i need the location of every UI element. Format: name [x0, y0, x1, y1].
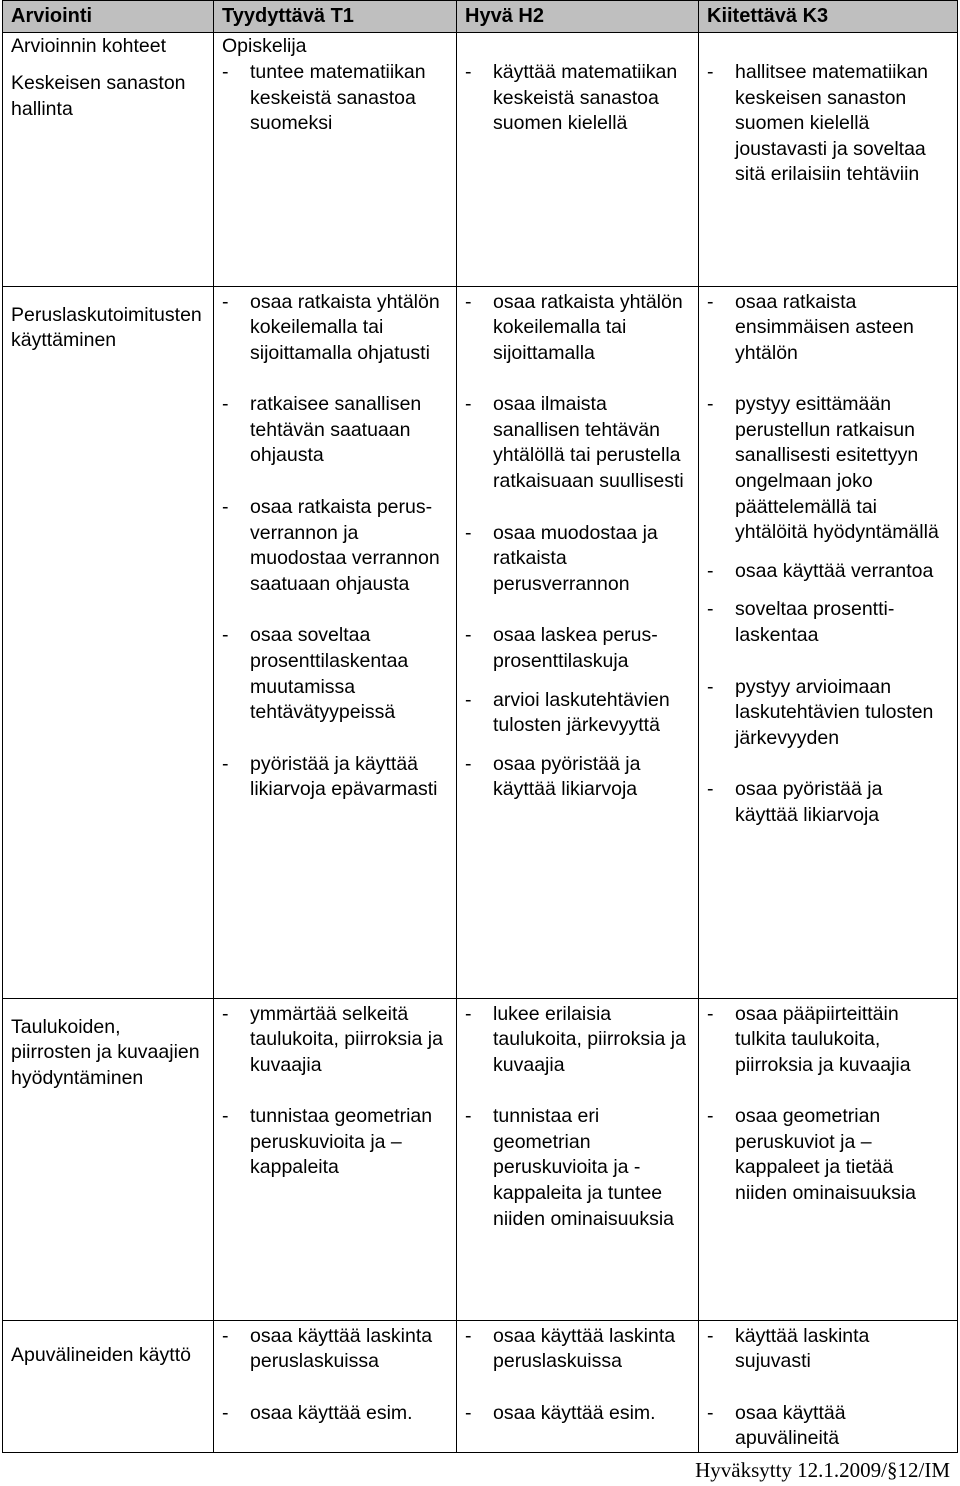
criteria-label: Keskeisen sanaston hallinta: [3, 59, 214, 286]
criteria-item-text: ymmärtää selkeitä taulukoita, piirroksia ja kuvaajia: [250, 1002, 443, 1076]
criteria-row: [3, 286, 958, 998]
dash-marker: -: [465, 1324, 472, 1347]
criteria-item-text: pystyy esittämään perustellun ratkaisun sanallisesti esitettyyn ongelmaan joko päättelemällä tai yhtälöitä hyödyntämällä: [735, 393, 939, 544]
criteria-item: [222, 1104, 448, 1181]
criteria-item: [222, 1401, 448, 1427]
criteria-item-text: osaa ilmaista sanallisen tehtävän yhtälöllä tai perustella ratkaisuaan suullisesti: [493, 393, 684, 493]
criteria-item-text: soveltaa prosentti-laskentaa: [735, 598, 895, 647]
criteria-item: [222, 1324, 448, 1375]
dash-marker: -: [222, 61, 229, 83]
criteria-item-text: osaa soveltaa prosenttilaskentaa muutamissa tehtävätyypeissä: [250, 624, 409, 724]
criteria-item: [465, 392, 690, 494]
subheader-cell: [457, 33, 699, 60]
criteria-item-text: arvioi laskutehtävien tulosten järkevyyttä: [493, 688, 670, 737]
criteria-item: [222, 495, 448, 597]
criteria-item: [707, 1324, 949, 1375]
criteria-item-text: tuntee matematiikan keskeistä sanastoa suomeksi: [250, 61, 426, 135]
criteria-item-text: osaa muodostaa ja ratkaista perusverrannon: [493, 521, 658, 595]
criteria-item: [707, 1401, 949, 1452]
dash-marker: -: [707, 61, 714, 83]
criteria-cell-t1: [214, 1320, 457, 1452]
dash-marker: -: [707, 290, 714, 313]
criteria-item: [465, 290, 690, 367]
dash-marker: -: [707, 598, 714, 621]
criteria-item-text: osaa ratkaista yhtälön kokeilemalla tai sijoittamalla: [493, 290, 683, 364]
header-cell-t1: Tyydyttävä T1: [214, 1, 457, 33]
dash-marker: -: [707, 559, 714, 582]
criteria-label: Taulukoiden, piirrosten ja kuvaajien hyödyntäminen: [3, 998, 214, 1320]
criteria-cell-k3: [699, 286, 958, 998]
criteria-label: Apuvälineiden käyttö: [3, 1320, 214, 1452]
dash-marker: -: [465, 1002, 472, 1025]
criteria-item-text: osaa käyttää laskinta peruslaskuissa: [250, 1324, 433, 1373]
criteria-item-text: osaa geometrian peruskuviot ja – kappaleet ja tietää niiden ominaisuuksia: [735, 1105, 917, 1205]
criteria-item-text: hallitsee matematiikan keskeisen sanaston suomen kielellä joustavasti ja soveltaa sitä erilaisiin tehtäviin: [735, 61, 928, 186]
dash-marker: -: [222, 290, 229, 313]
criteria-item: [707, 777, 949, 828]
criteria-item: [465, 623, 690, 674]
criteria-item-text: osaa pääpiirteittäin tulkita taulukoita, piirroksia ja kuvaajia: [735, 1002, 911, 1076]
dash-marker: -: [707, 1002, 714, 1025]
criteria-item-text: käyttää laskinta sujuvasti: [735, 1324, 870, 1373]
criteria-item: [707, 1002, 949, 1079]
header-cell-arviointi: Arviointi: [3, 1, 214, 33]
criteria-item: [465, 1324, 690, 1375]
dash-marker: -: [465, 393, 472, 416]
dash-marker: -: [465, 752, 472, 775]
criteria-cell-k3: [699, 59, 958, 286]
header-cell-h2: Hyvä H2: [457, 1, 699, 33]
dash-marker: -: [707, 1324, 714, 1347]
criteria-item: [222, 623, 448, 725]
subheader-cell: [699, 33, 958, 60]
criteria-item-text: käyttää matematiikan keskeistä sanastoa suomen kielellä: [493, 61, 678, 135]
criteria-item-text: lukee erilaisia taulukoita, piirroksia ja kuvaajia: [493, 1002, 686, 1076]
dash-marker: -: [707, 778, 714, 801]
criteria-item-text: pystyy arvioimaan laskutehtävien tulosten järkevyyden: [735, 675, 934, 749]
criteria-item-text: osaa käyttää esim.: [493, 1401, 656, 1424]
criteria-item: [707, 392, 949, 546]
criteria-item: [465, 752, 690, 803]
criteria-cell-t1: [214, 998, 457, 1320]
criteria-item-text: osaa pyöristää ja käyttää likiarvoja: [493, 752, 641, 801]
header-cell-k3: Kiitettävä K3: [699, 1, 958, 33]
dash-marker: -: [222, 752, 229, 775]
criteria-cell-t1: [214, 59, 457, 286]
criteria-item-text: osaa pyöristää ja käyttää likiarvoja: [735, 778, 883, 826]
criteria-item: [707, 60, 949, 188]
approval-footer: Hyväksytty 12.1.2009/§12/IM: [695, 1458, 950, 1482]
dash-marker: -: [465, 521, 472, 544]
criteria-item-text: osaa ratkaista yhtälön kokeilemalla tai sijoittamalla ohjatusti: [250, 290, 440, 364]
criteria-row: [3, 998, 958, 1320]
header-row: [3, 1, 958, 33]
criteria-label: Peruslaskutoimitusten käyttäminen: [3, 286, 214, 998]
criteria-cell-h2: [457, 59, 699, 286]
criteria-item: [222, 1002, 448, 1079]
dash-marker: -: [465, 61, 472, 83]
dash-marker: -: [465, 1105, 472, 1128]
criteria-cell-k3: [699, 1320, 958, 1452]
dash-marker: -: [465, 1401, 472, 1424]
dash-marker: -: [222, 393, 229, 416]
criteria-item-text: osaa ratkaista ensimmäisen asteen yhtälön: [735, 290, 914, 364]
dash-marker: -: [222, 1401, 229, 1424]
criteria-item: [465, 1002, 690, 1079]
criteria-cell-t1: [214, 286, 457, 998]
criteria-cell-h2: [457, 998, 699, 1320]
criteria-item: [465, 688, 690, 739]
criteria-item-text: osaa laskea perus-prosenttilaskuja: [493, 624, 658, 673]
criteria-item: [707, 559, 949, 585]
criteria-item: [465, 521, 690, 598]
dash-marker: -: [222, 1002, 229, 1025]
dash-marker: -: [222, 1324, 229, 1347]
subheader-cell: Arvioinnin kohteet: [3, 33, 214, 60]
criteria-item-text: pyöristää ja käyttää likiarvoja epävarmasti: [250, 752, 438, 801]
criteria-item-text: osaa käyttää verrantoa: [735, 559, 934, 582]
dash-marker: -: [707, 393, 714, 416]
criteria-item-text: osaa käyttää laskinta peruslaskuissa: [493, 1324, 676, 1373]
criteria-item-text: tunnistaa geometrian peruskuvioita ja – kappaleita: [250, 1105, 433, 1179]
subheader-row: [3, 33, 958, 60]
dash-marker: -: [465, 688, 472, 711]
criteria-item: [707, 1104, 949, 1206]
criteria-item-text: ratkaisee sanallisen tehtävän saatuaan ohjausta: [250, 393, 422, 467]
criteria-item: [222, 392, 448, 469]
criteria-cell-k3: [699, 998, 958, 1320]
criteria-item-text: osaa ratkaista perus-verrannon ja muodostaa verrannon saatuaan ohjausta: [250, 496, 440, 595]
dash-marker: -: [465, 290, 472, 313]
criteria-item: [707, 597, 949, 648]
dash-marker: -: [222, 1105, 229, 1128]
criteria-row: [3, 1320, 958, 1452]
dash-marker: -: [465, 624, 472, 647]
criteria-item-text: osaa käyttää apuvälineitä: [735, 1401, 846, 1450]
dash-marker: -: [707, 1401, 714, 1424]
criteria-item: [222, 752, 448, 803]
dash-marker: -: [222, 624, 229, 647]
criteria-item: [222, 60, 448, 137]
criteria-item-text: tunnistaa eri geometrian peruskuvioita ja -kappaleita ja tuntee niiden ominaisuuksia: [493, 1105, 675, 1230]
criteria-item: [707, 675, 949, 752]
criteria-item: [465, 60, 690, 137]
criteria-item: [707, 290, 949, 367]
dash-marker: -: [707, 675, 714, 698]
assessment-table: [2, 0, 958, 1453]
dash-marker: -: [707, 1105, 714, 1128]
criteria-item: [465, 1401, 690, 1427]
criteria-row: [3, 59, 958, 286]
criteria-item: [465, 1104, 690, 1232]
criteria-item-text: osaa käyttää esim.: [250, 1401, 413, 1424]
criteria-item: [222, 290, 448, 367]
subheader-cell: Opiskelija: [214, 33, 457, 60]
criteria-cell-h2: [457, 1320, 699, 1452]
dash-marker: -: [222, 496, 229, 519]
criteria-cell-h2: [457, 286, 699, 998]
